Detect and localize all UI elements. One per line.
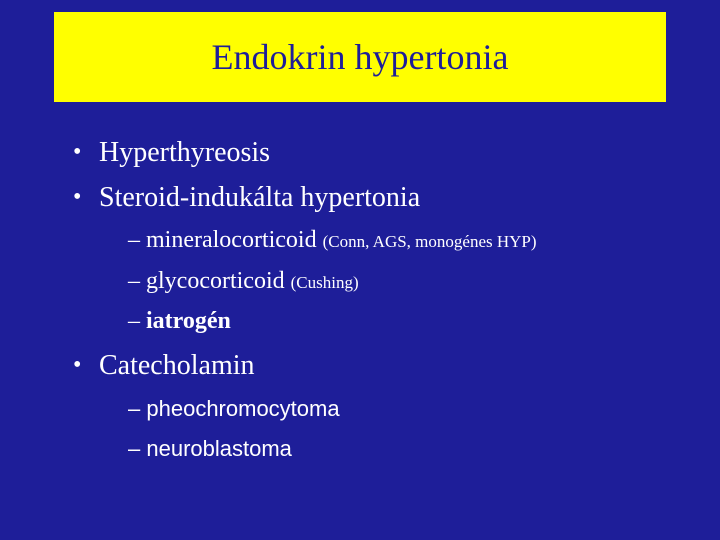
bullet-item bbox=[73, 182, 421, 214]
bullet-marker: • bbox=[73, 139, 82, 165]
bullet-item bbox=[73, 350, 255, 382]
title-box bbox=[54, 12, 666, 102]
sub-item-text: pheochromocytoma bbox=[146, 396, 340, 421]
dash-marker: – bbox=[128, 396, 141, 421]
dash-marker: – bbox=[128, 436, 141, 461]
dash-marker: – bbox=[128, 308, 140, 334]
bullet-text: Steroid-indukálta hypertonia bbox=[99, 182, 421, 213]
sub-item-text: neuroblastoma bbox=[146, 436, 292, 461]
bullet-item bbox=[73, 137, 271, 169]
slide-title: Endokrin hypertonia bbox=[211, 37, 509, 77]
bullet-marker: • bbox=[73, 352, 82, 378]
bullet-marker: • bbox=[73, 184, 82, 210]
bullet-text: Catecholamin bbox=[99, 350, 255, 381]
sub-item-text: mineralocorticoid bbox=[146, 227, 317, 253]
sub-item bbox=[128, 396, 340, 422]
sub-item bbox=[128, 436, 292, 462]
sub-item bbox=[128, 227, 537, 254]
sub-item-text: iatrogén bbox=[146, 308, 231, 334]
dash-marker: – bbox=[128, 227, 140, 253]
dash-marker: – bbox=[128, 268, 140, 294]
sub-item bbox=[128, 308, 231, 335]
bullet-text: Hyperthyreosis bbox=[99, 137, 271, 168]
sub-item-note: (Cushing) bbox=[290, 273, 359, 292]
sub-item-note: (Conn, AGS, monogénes HYP) bbox=[322, 232, 537, 251]
sub-item-text: glycocorticoid bbox=[146, 268, 285, 294]
sub-item bbox=[128, 268, 359, 295]
